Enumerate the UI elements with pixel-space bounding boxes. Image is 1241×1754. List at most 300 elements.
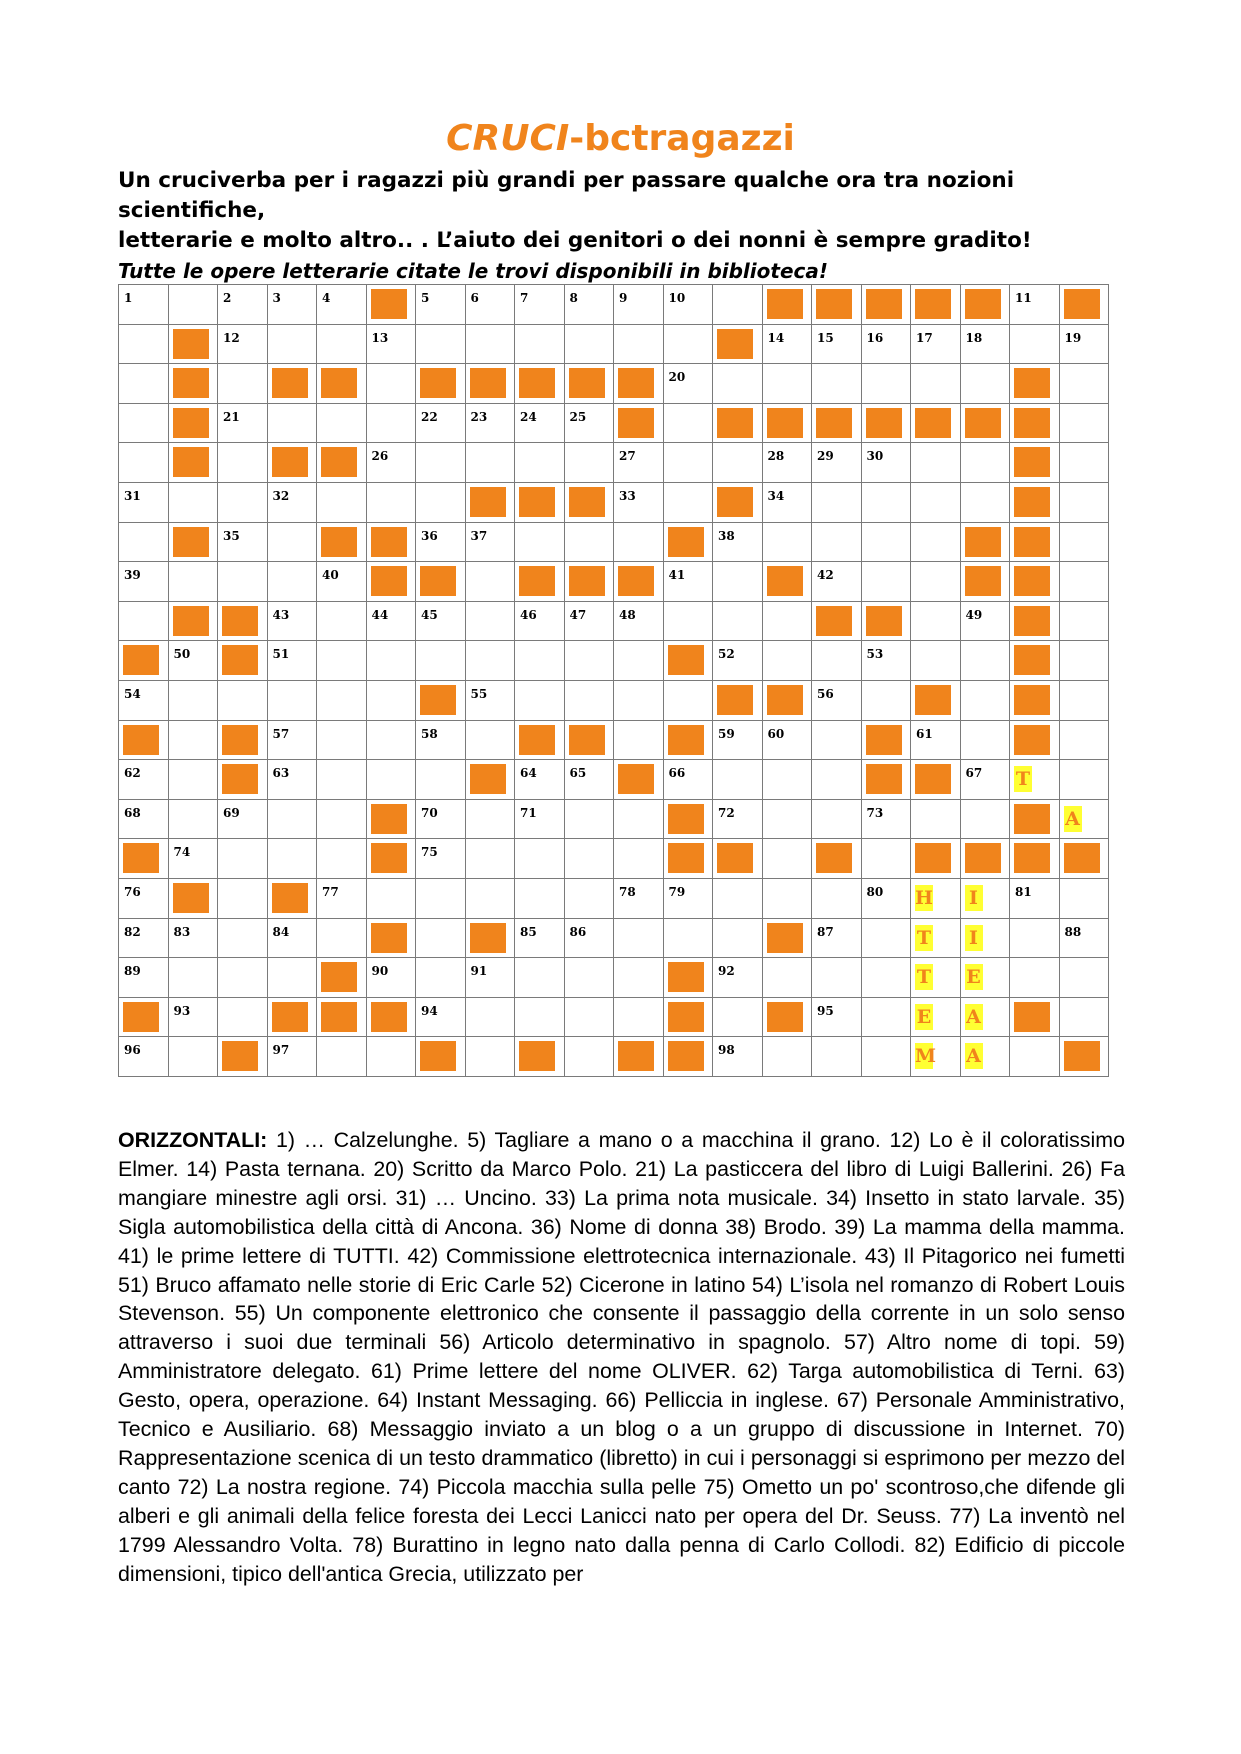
numbered-cell[interactable] (366, 324, 416, 364)
numbered-cell[interactable] (1059, 324, 1109, 364)
empty-cell[interactable] (614, 641, 664, 681)
empty-cell[interactable] (911, 799, 961, 839)
empty-cell[interactable] (416, 641, 466, 681)
numbered-cell[interactable] (416, 720, 466, 760)
empty-cell[interactable] (960, 443, 1010, 483)
numbered-cell[interactable] (515, 799, 565, 839)
letter-cell[interactable] (960, 1037, 1010, 1077)
empty-cell[interactable] (317, 760, 367, 800)
empty-cell[interactable] (713, 285, 763, 325)
empty-cell[interactable] (1059, 443, 1109, 483)
numbered-cell[interactable] (663, 878, 713, 918)
numbered-cell[interactable] (119, 1037, 169, 1077)
empty-cell[interactable] (317, 799, 367, 839)
numbered-cell[interactable] (416, 403, 466, 443)
numbered-cell[interactable] (119, 918, 169, 958)
empty-cell[interactable] (119, 522, 169, 562)
empty-cell[interactable] (168, 285, 218, 325)
empty-cell[interactable] (861, 482, 911, 522)
numbered-cell[interactable] (218, 403, 268, 443)
empty-cell[interactable] (564, 997, 614, 1037)
letter-cell[interactable] (960, 878, 1010, 918)
empty-cell[interactable] (960, 680, 1010, 720)
empty-cell[interactable] (614, 918, 664, 958)
numbered-cell[interactable] (465, 522, 515, 562)
numbered-cell[interactable] (960, 760, 1010, 800)
numbered-cell[interactable] (812, 997, 862, 1037)
numbered-cell[interactable] (515, 285, 565, 325)
numbered-cell[interactable] (614, 878, 664, 918)
empty-cell[interactable] (218, 958, 268, 998)
letter-cell[interactable] (1059, 799, 1109, 839)
empty-cell[interactable] (267, 324, 317, 364)
empty-cell[interactable] (663, 443, 713, 483)
empty-cell[interactable] (1059, 601, 1109, 641)
empty-cell[interactable] (317, 641, 367, 681)
empty-cell[interactable] (515, 997, 565, 1037)
empty-cell[interactable] (762, 760, 812, 800)
empty-cell[interactable] (218, 918, 268, 958)
numbered-cell[interactable] (614, 443, 664, 483)
empty-cell[interactable] (564, 641, 614, 681)
empty-cell[interactable] (366, 720, 416, 760)
numbered-cell[interactable] (911, 720, 961, 760)
empty-cell[interactable] (960, 641, 1010, 681)
empty-cell[interactable] (564, 799, 614, 839)
empty-cell[interactable] (911, 601, 961, 641)
empty-cell[interactable] (564, 839, 614, 879)
empty-cell[interactable] (861, 918, 911, 958)
empty-cell[interactable] (663, 403, 713, 443)
empty-cell[interactable] (119, 364, 169, 404)
empty-cell[interactable] (465, 878, 515, 918)
numbered-cell[interactable] (515, 403, 565, 443)
numbered-cell[interactable] (564, 918, 614, 958)
letter-cell[interactable] (911, 918, 961, 958)
numbered-cell[interactable] (812, 680, 862, 720)
empty-cell[interactable] (168, 958, 218, 998)
black-cell (1010, 720, 1060, 760)
empty-cell[interactable] (1059, 680, 1109, 720)
numbered-cell[interactable] (515, 760, 565, 800)
numbered-cell[interactable] (713, 1037, 763, 1077)
numbered-cell[interactable] (663, 285, 713, 325)
numbered-cell[interactable] (218, 285, 268, 325)
empty-cell[interactable] (713, 760, 763, 800)
numbered-cell[interactable] (218, 324, 268, 364)
empty-cell[interactable] (416, 958, 466, 998)
numbered-cell[interactable] (267, 1037, 317, 1077)
empty-cell[interactable] (515, 878, 565, 918)
numbered-cell[interactable] (317, 562, 367, 602)
empty-cell[interactable] (1010, 324, 1060, 364)
empty-cell[interactable] (317, 918, 367, 958)
empty-cell[interactable] (713, 443, 763, 483)
numbered-cell[interactable] (1010, 878, 1060, 918)
empty-cell[interactable] (762, 958, 812, 998)
empty-cell[interactable] (812, 878, 862, 918)
empty-cell[interactable] (812, 641, 862, 681)
numbered-cell[interactable] (861, 641, 911, 681)
empty-cell[interactable] (762, 839, 812, 879)
empty-cell[interactable] (614, 997, 664, 1037)
empty-cell[interactable] (911, 641, 961, 681)
empty-cell[interactable] (564, 522, 614, 562)
numbered-cell[interactable] (564, 601, 614, 641)
empty-cell[interactable] (119, 324, 169, 364)
empty-cell[interactable] (1059, 403, 1109, 443)
empty-cell[interactable] (762, 878, 812, 918)
empty-cell[interactable] (465, 562, 515, 602)
empty-cell[interactable] (911, 522, 961, 562)
empty-cell[interactable] (515, 641, 565, 681)
empty-cell[interactable] (663, 680, 713, 720)
numbered-cell[interactable] (119, 799, 169, 839)
empty-cell[interactable] (861, 958, 911, 998)
numbered-cell[interactable] (713, 958, 763, 998)
empty-cell[interactable] (614, 799, 664, 839)
empty-cell[interactable] (812, 958, 862, 998)
numbered-cell[interactable] (1059, 918, 1109, 958)
empty-cell[interactable] (713, 918, 763, 958)
numbered-cell[interactable] (416, 997, 466, 1037)
numbered-cell[interactable] (416, 601, 466, 641)
empty-cell[interactable] (614, 680, 664, 720)
empty-cell[interactable] (465, 443, 515, 483)
empty-cell[interactable] (267, 522, 317, 562)
numbered-cell[interactable] (515, 601, 565, 641)
numbered-cell[interactable] (267, 918, 317, 958)
empty-cell[interactable] (218, 997, 268, 1037)
empty-cell[interactable] (1010, 918, 1060, 958)
numbered-cell[interactable] (416, 522, 466, 562)
numbered-cell[interactable] (564, 403, 614, 443)
empty-cell[interactable] (564, 443, 614, 483)
numbered-cell[interactable] (614, 285, 664, 325)
numbered-cell[interactable] (416, 285, 466, 325)
empty-cell[interactable] (713, 562, 763, 602)
empty-cell[interactable] (267, 680, 317, 720)
empty-cell[interactable] (960, 482, 1010, 522)
empty-cell[interactable] (1010, 958, 1060, 998)
empty-cell[interactable] (465, 799, 515, 839)
numbered-cell[interactable] (762, 720, 812, 760)
empty-cell[interactable] (614, 720, 664, 760)
empty-cell[interactable] (317, 601, 367, 641)
empty-cell[interactable] (762, 522, 812, 562)
empty-cell[interactable] (515, 958, 565, 998)
empty-cell[interactable] (515, 522, 565, 562)
empty-cell[interactable] (416, 482, 466, 522)
empty-cell[interactable] (416, 443, 466, 483)
numbered-cell[interactable] (317, 285, 367, 325)
numbered-cell[interactable] (762, 443, 812, 483)
numbered-cell[interactable] (861, 878, 911, 918)
empty-cell[interactable] (1059, 482, 1109, 522)
letter-cell[interactable] (1010, 760, 1060, 800)
empty-cell[interactable] (218, 680, 268, 720)
empty-cell[interactable] (317, 1037, 367, 1077)
empty-cell[interactable] (614, 958, 664, 998)
empty-cell[interactable] (812, 364, 862, 404)
empty-cell[interactable] (663, 918, 713, 958)
empty-cell[interactable] (1059, 958, 1109, 998)
empty-cell[interactable] (366, 641, 416, 681)
empty-cell[interactable] (218, 878, 268, 918)
numbered-cell[interactable] (119, 285, 169, 325)
empty-cell[interactable] (465, 720, 515, 760)
empty-cell[interactable] (465, 839, 515, 879)
empty-cell[interactable] (713, 997, 763, 1037)
cell-letter: I (965, 925, 983, 951)
empty-cell[interactable] (861, 839, 911, 879)
empty-cell[interactable] (515, 839, 565, 879)
numbered-cell[interactable] (713, 641, 763, 681)
numbered-cell[interactable] (267, 482, 317, 522)
numbered-cell[interactable] (119, 958, 169, 998)
empty-cell[interactable] (366, 482, 416, 522)
empty-cell[interactable] (960, 720, 1010, 760)
empty-cell[interactable] (614, 839, 664, 879)
numbered-cell[interactable] (416, 799, 466, 839)
numbered-cell[interactable] (465, 403, 515, 443)
empty-cell[interactable] (366, 878, 416, 918)
numbered-cell[interactable] (267, 285, 317, 325)
numbered-cell[interactable] (119, 878, 169, 918)
empty-cell[interactable] (1059, 522, 1109, 562)
empty-cell[interactable] (713, 601, 763, 641)
empty-cell[interactable] (911, 482, 961, 522)
empty-cell[interactable] (317, 680, 367, 720)
empty-cell[interactable] (861, 562, 911, 602)
empty-cell[interactable] (564, 680, 614, 720)
empty-cell[interactable] (1059, 720, 1109, 760)
empty-cell[interactable] (366, 1037, 416, 1077)
letter-cell[interactable] (960, 997, 1010, 1037)
empty-cell[interactable] (1059, 364, 1109, 404)
numbered-cell[interactable] (218, 799, 268, 839)
empty-cell[interactable] (267, 839, 317, 879)
empty-cell[interactable] (119, 443, 169, 483)
empty-cell[interactable] (911, 364, 961, 404)
numbered-cell[interactable] (366, 601, 416, 641)
empty-cell[interactable] (812, 760, 862, 800)
empty-cell[interactable] (1059, 997, 1109, 1037)
empty-cell[interactable] (515, 443, 565, 483)
empty-cell[interactable] (861, 522, 911, 562)
empty-cell[interactable] (168, 680, 218, 720)
empty-cell[interactable] (812, 720, 862, 760)
numbered-cell[interactable] (515, 918, 565, 958)
empty-cell[interactable] (366, 680, 416, 720)
numbered-cell[interactable] (267, 601, 317, 641)
empty-cell[interactable] (317, 720, 367, 760)
empty-cell[interactable] (416, 324, 466, 364)
empty-cell[interactable] (762, 799, 812, 839)
numbered-cell[interactable] (762, 324, 812, 364)
numbered-cell[interactable] (713, 799, 763, 839)
empty-cell[interactable] (911, 562, 961, 602)
empty-cell[interactable] (168, 760, 218, 800)
empty-cell[interactable] (366, 760, 416, 800)
numbered-cell[interactable] (812, 324, 862, 364)
empty-cell[interactable] (762, 641, 812, 681)
numbered-cell[interactable] (168, 641, 218, 681)
empty-cell[interactable] (663, 601, 713, 641)
letter-cell[interactable] (960, 958, 1010, 998)
numbered-cell[interactable] (762, 482, 812, 522)
empty-cell[interactable] (1059, 641, 1109, 681)
numbered-cell[interactable] (465, 958, 515, 998)
empty-cell[interactable] (762, 601, 812, 641)
numbered-cell[interactable] (119, 680, 169, 720)
numbered-cell[interactable] (218, 522, 268, 562)
numbered-cell[interactable] (713, 720, 763, 760)
empty-cell[interactable] (1059, 760, 1109, 800)
empty-cell[interactable] (515, 324, 565, 364)
empty-cell[interactable] (465, 1037, 515, 1077)
empty-cell[interactable] (366, 403, 416, 443)
letter-cell[interactable] (960, 918, 1010, 958)
empty-cell[interactable] (168, 1037, 218, 1077)
numbered-cell[interactable] (267, 760, 317, 800)
empty-cell[interactable] (416, 918, 466, 958)
empty-cell[interactable] (465, 601, 515, 641)
empty-cell[interactable] (218, 482, 268, 522)
empty-cell[interactable] (762, 364, 812, 404)
empty-cell[interactable] (564, 324, 614, 364)
numbered-cell[interactable] (465, 680, 515, 720)
empty-cell[interactable] (911, 443, 961, 483)
empty-cell[interactable] (416, 760, 466, 800)
empty-cell[interactable] (168, 562, 218, 602)
numbered-cell[interactable] (564, 285, 614, 325)
empty-cell[interactable] (267, 562, 317, 602)
numbered-cell[interactable] (267, 641, 317, 681)
empty-cell[interactable] (317, 324, 367, 364)
empty-cell[interactable] (267, 958, 317, 998)
empty-cell[interactable] (861, 364, 911, 404)
empty-cell[interactable] (218, 839, 268, 879)
empty-cell[interactable] (465, 641, 515, 681)
numbered-cell[interactable] (713, 522, 763, 562)
empty-cell[interactable] (861, 680, 911, 720)
numbered-cell[interactable] (1010, 285, 1060, 325)
numbered-cell[interactable] (465, 285, 515, 325)
empty-cell[interactable] (267, 403, 317, 443)
numbered-cell[interactable] (119, 562, 169, 602)
empty-cell[interactable] (1010, 1037, 1060, 1077)
cell-number: 51 (272, 647, 290, 662)
empty-cell[interactable] (317, 482, 367, 522)
empty-cell[interactable] (317, 839, 367, 879)
empty-cell[interactable] (812, 799, 862, 839)
empty-cell[interactable] (1059, 878, 1109, 918)
empty-cell[interactable] (218, 562, 268, 602)
numbered-cell[interactable] (812, 562, 862, 602)
empty-cell[interactable] (465, 324, 515, 364)
letter-cell[interactable] (911, 1037, 961, 1077)
empty-cell[interactable] (119, 403, 169, 443)
letter-cell[interactable] (911, 958, 961, 998)
numbered-cell[interactable] (663, 760, 713, 800)
empty-cell[interactable] (366, 364, 416, 404)
numbered-cell[interactable] (416, 839, 466, 879)
numbered-cell[interactable] (960, 601, 1010, 641)
empty-cell[interactable] (713, 364, 763, 404)
empty-cell[interactable] (267, 799, 317, 839)
numbered-cell[interactable] (168, 997, 218, 1037)
empty-cell[interactable] (614, 324, 664, 364)
empty-cell[interactable] (317, 403, 367, 443)
numbered-cell[interactable] (812, 918, 862, 958)
empty-cell[interactable] (812, 1037, 862, 1077)
empty-cell[interactable] (812, 522, 862, 562)
empty-cell[interactable] (168, 799, 218, 839)
empty-cell[interactable] (218, 364, 268, 404)
numbered-cell[interactable] (861, 443, 911, 483)
letter-cell[interactable] (911, 997, 961, 1037)
numbered-cell[interactable] (861, 324, 911, 364)
cell-number: 67 (965, 766, 983, 781)
letter-cell[interactable] (911, 878, 961, 918)
empty-cell[interactable] (564, 878, 614, 918)
empty-cell[interactable] (168, 482, 218, 522)
numbered-cell[interactable] (366, 443, 416, 483)
numbered-cell[interactable] (317, 878, 367, 918)
empty-cell[interactable] (119, 601, 169, 641)
numbered-cell[interactable] (168, 839, 218, 879)
empty-cell[interactable] (812, 482, 862, 522)
empty-cell[interactable] (168, 720, 218, 760)
block-square (371, 1002, 407, 1032)
black-cell (1010, 799, 1060, 839)
empty-cell[interactable] (465, 997, 515, 1037)
numbered-cell[interactable] (663, 364, 713, 404)
empty-cell[interactable] (762, 1037, 812, 1077)
numbered-cell[interactable] (861, 799, 911, 839)
black-cell (762, 918, 812, 958)
numbered-cell[interactable] (812, 443, 862, 483)
empty-cell[interactable] (416, 878, 466, 918)
empty-cell[interactable] (614, 522, 664, 562)
empty-cell[interactable] (861, 1037, 911, 1077)
empty-cell[interactable] (564, 958, 614, 998)
numbered-cell[interactable] (168, 918, 218, 958)
empty-cell[interactable] (960, 799, 1010, 839)
numbered-cell[interactable] (119, 760, 169, 800)
empty-cell[interactable] (515, 680, 565, 720)
empty-cell[interactable] (713, 878, 763, 918)
numbered-cell[interactable] (614, 601, 664, 641)
block-square (321, 527, 357, 557)
numbered-cell[interactable] (267, 720, 317, 760)
numbered-cell[interactable] (366, 958, 416, 998)
empty-cell[interactable] (663, 324, 713, 364)
numbered-cell[interactable] (119, 482, 169, 522)
empty-cell[interactable] (960, 364, 1010, 404)
empty-cell[interactable] (1059, 562, 1109, 602)
numbered-cell[interactable] (614, 482, 664, 522)
empty-cell[interactable] (663, 482, 713, 522)
numbered-cell[interactable] (911, 324, 961, 364)
empty-cell[interactable] (564, 1037, 614, 1077)
empty-cell[interactable] (861, 997, 911, 1037)
numbered-cell[interactable] (564, 760, 614, 800)
numbered-cell[interactable] (960, 324, 1010, 364)
empty-cell[interactable] (218, 443, 268, 483)
numbered-cell[interactable] (663, 562, 713, 602)
